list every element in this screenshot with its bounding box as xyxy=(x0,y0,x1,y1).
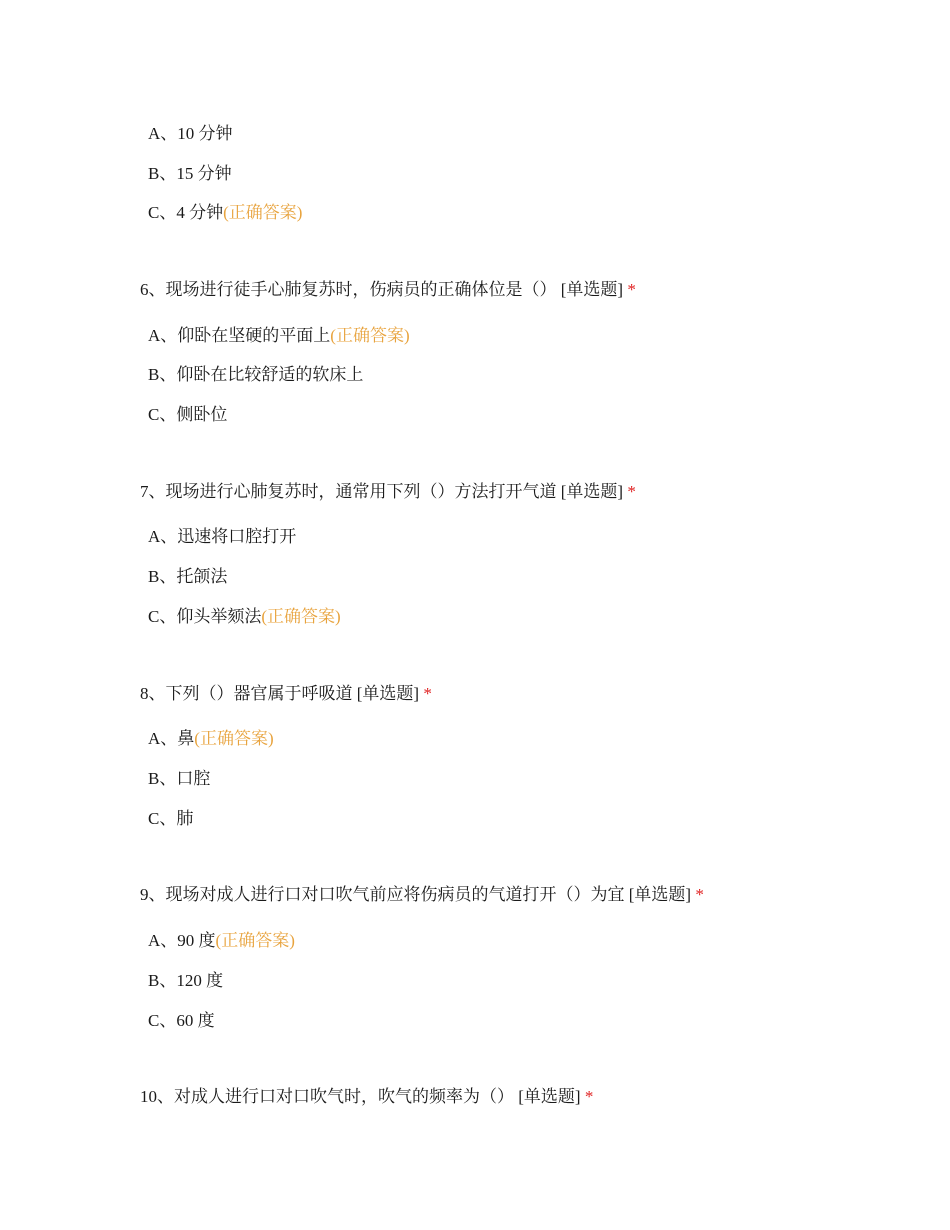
correct-answer-tag: (正确答案) xyxy=(261,607,341,626)
q7-option-b xyxy=(148,567,227,587)
q9-option-a-label: A、90 度 xyxy=(148,931,216,950)
q8-option-c xyxy=(148,809,193,829)
q6-option-b xyxy=(148,365,363,385)
q5-option-a xyxy=(148,124,233,144)
question-7-title xyxy=(140,482,636,502)
required-marker: * xyxy=(584,1087,594,1106)
required-marker: * xyxy=(627,482,636,501)
q9-option-c xyxy=(148,1011,215,1031)
q6-option-c xyxy=(148,405,227,425)
q9-option-c-label: C、60 度 xyxy=(148,1011,215,1030)
q5-option-c xyxy=(148,203,302,223)
correct-answer-tag: (正确答案) xyxy=(330,326,410,345)
q6-option-c-label: C、侧卧位 xyxy=(148,405,228,424)
correct-answer-tag: (正确答案) xyxy=(194,729,274,748)
correct-answer-tag: (正确答案) xyxy=(215,931,295,950)
q8-option-b-label: B、口腔 xyxy=(148,769,211,788)
q7-option-b-label: B、托颌法 xyxy=(148,567,228,586)
question-9-text: 9、现场对成人进行口对口吹气前应将伤病员的气道打开（）为宜 [单选题] xyxy=(140,885,692,904)
q6-option-a-label: A、仰卧在坚硬的平面上 xyxy=(148,326,331,345)
question-8-title xyxy=(140,684,432,704)
q6-option-b-label: B、仰卧在比较舒适的软床上 xyxy=(148,365,364,384)
question-7-text: 7、现场进行心肺复苏时，通常用下列（）方法打开气道 [单选题] xyxy=(140,482,624,501)
question-10-title xyxy=(140,1087,593,1107)
correct-answer-tag: (正确答案) xyxy=(223,203,303,222)
q7-option-a xyxy=(148,527,296,547)
question-8-text: 8、下列（）器官属于呼吸道 [单选题] xyxy=(140,684,420,703)
q5-option-a-label: A、10 分钟 xyxy=(148,124,233,143)
q6-option-a xyxy=(148,326,410,346)
required-marker: * xyxy=(695,885,704,904)
question-9-title xyxy=(140,885,704,905)
q8-option-b xyxy=(148,769,210,789)
q7-option-c-label: C、仰头举颏法 xyxy=(148,607,262,626)
q5-option-c-label: C、4 分钟 xyxy=(148,203,224,222)
required-marker: * xyxy=(627,280,636,299)
q8-option-a-label: A、鼻 xyxy=(148,729,195,748)
q5-option-b xyxy=(148,164,232,184)
question-10-text: 10、对成人进行口对口吹气时，吹气的频率为（） [单选题] xyxy=(140,1087,581,1106)
q7-option-a-label: A、迅速将口腔打开 xyxy=(148,527,297,546)
question-6-title xyxy=(140,280,636,300)
question-6-text: 6、现场进行徒手心肺复苏时，伤病员的正确体位是（） [单选题] xyxy=(140,280,624,299)
q9-option-b-label: B、120 度 xyxy=(148,971,224,990)
q9-option-b xyxy=(148,971,223,991)
q7-option-c xyxy=(148,607,341,627)
q9-option-a xyxy=(148,931,295,951)
q8-option-a xyxy=(148,729,274,749)
q5-option-b-label: B、15 分钟 xyxy=(148,164,232,183)
q8-option-c-label: C、肺 xyxy=(148,809,194,828)
required-marker: * xyxy=(423,684,432,703)
